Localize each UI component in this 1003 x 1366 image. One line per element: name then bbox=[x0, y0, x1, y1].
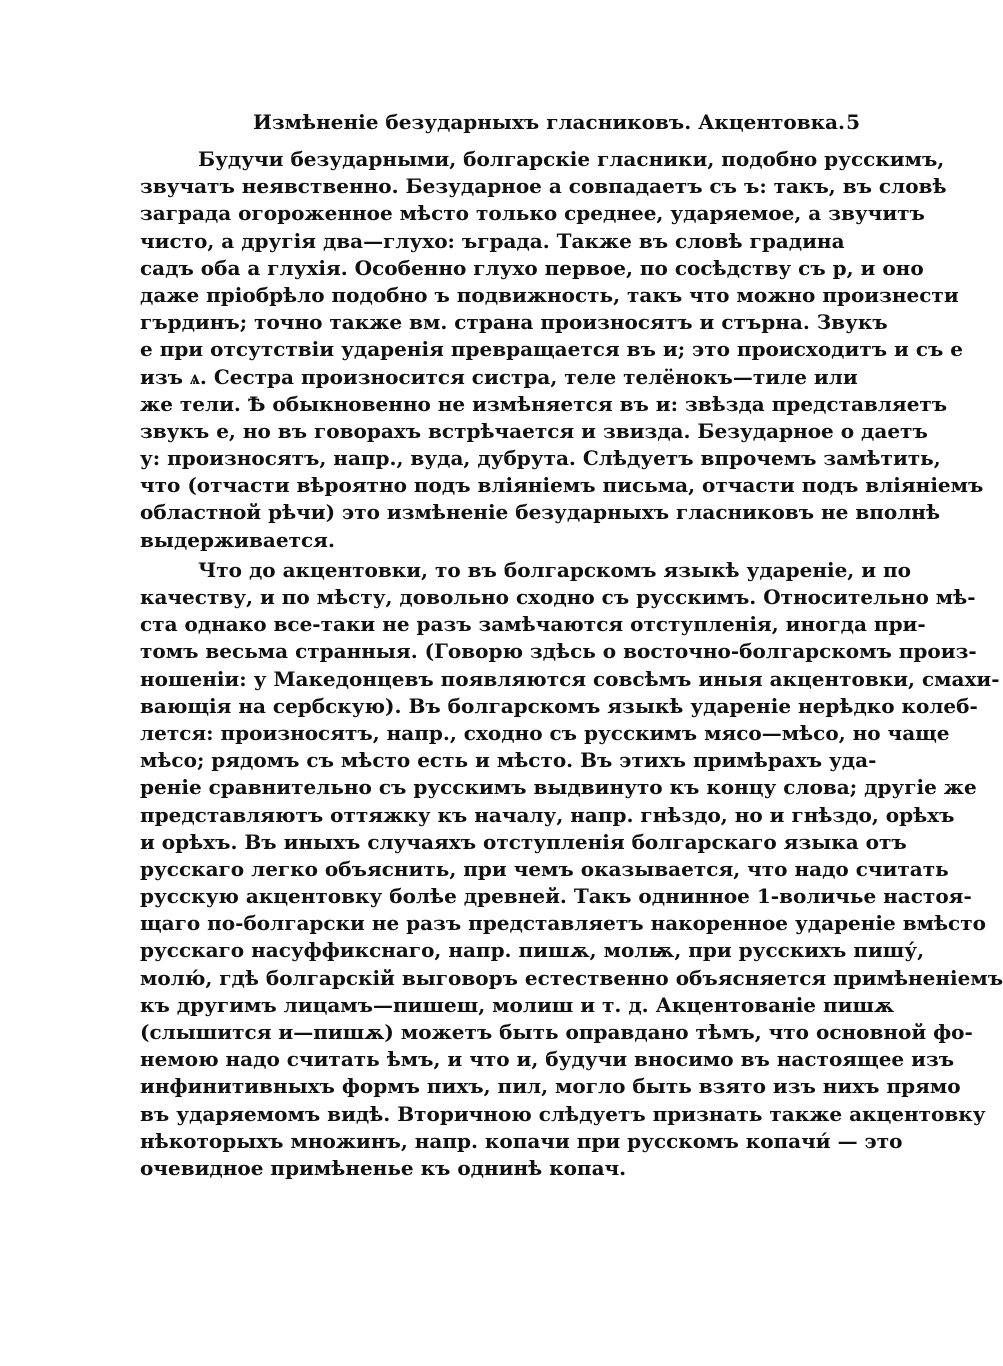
text-line: гърдинъ; точно также вм. страна произносятъ и стърна. Звукъ bbox=[140, 310, 888, 335]
text-line: русскую акцентовку болѣе древней. Такъ однинное 1-вoличье настоя- bbox=[140, 884, 972, 909]
text-line: инфинитивныхъ формъ пихъ, пил, могло быть взято изъ нихъ прямо bbox=[140, 1074, 961, 1099]
text-line: ношеніи: у Македонцевъ появляются совсѣмъ иныя акцентовки, смахи- bbox=[140, 666, 1000, 691]
text-line: немою надо считать ѣмъ, и что и, будучи вносимо въ настоящее изъ bbox=[140, 1047, 955, 1072]
page-title: Измѣненіе безударныхъ гласниковъ. Акцентовка. bbox=[253, 110, 845, 134]
paragraph-2 bbox=[140, 557, 1003, 1182]
text-line: у: произносятъ, напр., вуда, дубрута. Слѣдуетъ впрочемъ замѣтить, bbox=[140, 446, 941, 471]
text-line: Будучи безударными, болгарскіе гласники, подобно русскимъ, bbox=[198, 147, 945, 171]
text-line: русскаго насуффикснаго, напр. пишѫ, молѭ, при русскихъ пишу́, bbox=[140, 938, 925, 963]
text-line: русскаго легко объяснить, при чемъ оказывается, что надо считать bbox=[140, 856, 949, 881]
text-line: нѣкоторыхъ множинъ, напр. копачи при русскомъ копачи́ — это bbox=[140, 1128, 903, 1153]
text-line: молю́, гдѣ болгарскій выговоръ естественно объясняется примѣненіемъ bbox=[140, 965, 1003, 990]
text-line: ста однако все-таки не разъ замѣчаются отступленія, иногда при- bbox=[140, 612, 926, 637]
text-line: томъ весьма странныя. (Говорю здѣсь о восточно-болгарскомъ произ- bbox=[140, 639, 977, 664]
text-line: же тели. Ѣ обыкновенно не измѣняется въ и: звѣзда представляетъ bbox=[140, 391, 948, 416]
page-number: 5 bbox=[846, 110, 860, 134]
text-line: выдерживается. bbox=[140, 527, 335, 552]
text-line: областной рѣчи) это измѣненіе безударныхъ гласниковъ не вполнѣ bbox=[140, 500, 940, 525]
running-head bbox=[140, 106, 860, 136]
text-line: что (отчасти вѣроятно подъ вліяніемъ письма, отчасти подъ вліяніемъ bbox=[140, 473, 984, 498]
text-line: даже пріобрѣло подобно ъ подвижность, такъ что можно произнести bbox=[140, 282, 959, 307]
text-line: лется: произносятъ, напр., сходно съ русскимъ мясо—мѣсо, но чаще bbox=[140, 720, 950, 745]
paragraph-1 bbox=[140, 146, 984, 554]
text-line: заграда огороженное мѣсто только среднее, ударяемое, а звучитъ bbox=[140, 201, 925, 226]
text-line: представляютъ оттяжку къ началу, напр. гнѣздо, но и гнѣздо, орѣхъ bbox=[140, 802, 955, 827]
text-line: звукъ е, но въ говорахъ встрѣчается и звизда. Безударное о даетъ bbox=[140, 418, 928, 443]
text-line: Что до акцентовки, то въ болгарскомъ языкѣ удареніе, и по bbox=[198, 557, 911, 582]
text-line: очевидное примѣненье къ однинѣ копач. bbox=[140, 1155, 627, 1180]
text-line: реніе сравнительно съ русскимъ выдвинуто къ концу слова; другіе же bbox=[140, 775, 977, 800]
text-line: садъ оба а глухія. Особенно глухо первое, по сосѣдству съ р, и оно bbox=[140, 255, 924, 280]
text-line: изъ ѧ. Сестра произносится систра, теле телёнокъ—тиле или bbox=[140, 364, 858, 389]
text-line: (слышится и—пишѫ) можетъ быть оправдано тѣмъ, что основной фо- bbox=[140, 1020, 973, 1044]
text-line: мѣсо; рядомъ съ мѣсто есть и мѣсто. Въ этихъ примѣрахъ уда- bbox=[140, 748, 877, 773]
text-line: и орѣхъ. Въ иныхъ случаяхъ отступленія болгарскаго языка отъ bbox=[140, 829, 907, 854]
text-line: въ ударяемомъ видѣ. Вторичною слѣдуетъ признать также акцентовку bbox=[140, 1101, 986, 1126]
text-line: качеству, и по мѣсту, довольно сходно съ русскимъ. Относительно мѣ- bbox=[140, 585, 976, 609]
text-line: чисто, а другія два—глухо: ъграда. Также въ словѣ градина bbox=[140, 228, 845, 253]
text-line: звучатъ неявственно. Безударное а совпадаетъ съ ъ: такъ, въ словѣ bbox=[140, 174, 947, 199]
text-line: вающія на сербскую). Въ болгарскомъ языкѣ удареніе нерѣдко колеб- bbox=[140, 693, 978, 718]
text-line: къ другимъ лицамъ—пишеш, молиш и т. д. Акцентованіе пишѫ bbox=[140, 992, 895, 1017]
text-line: е при отсутствіи ударенія превращается въ и; это происходитъ и съ е bbox=[140, 337, 964, 362]
body-text bbox=[140, 146, 1003, 1182]
text-line: щаго по-болгарски не разъ представляетъ накоренное удареніе вмѣсто bbox=[140, 911, 986, 936]
